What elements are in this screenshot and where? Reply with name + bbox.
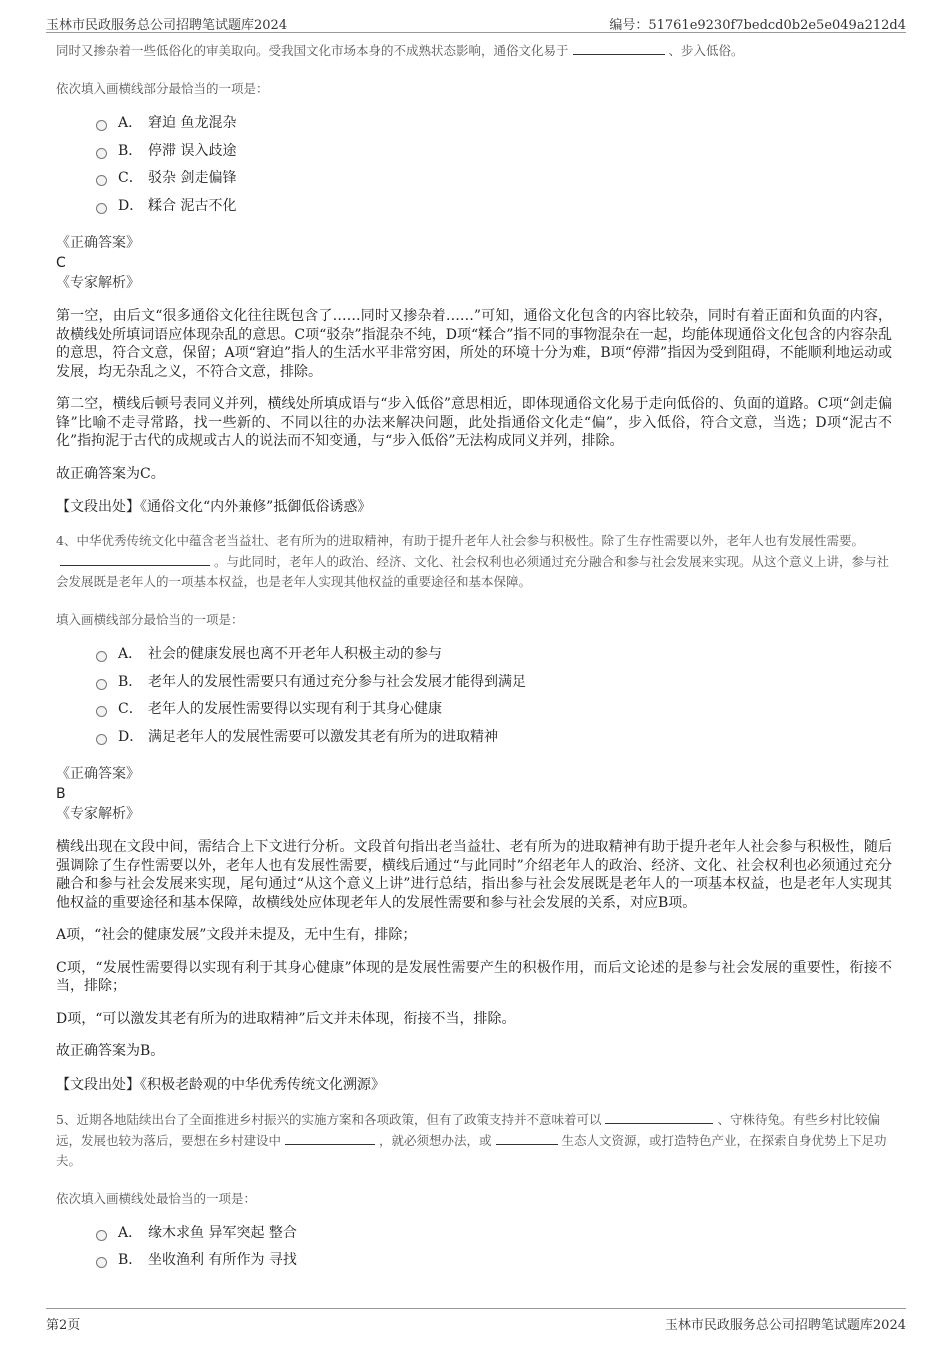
analysis-conclusion: 故正确答案为B。 (56, 1043, 165, 1059)
answer-value: C (56, 255, 66, 271)
option-list (56, 113, 892, 223)
page-content (56, 40, 892, 1288)
question-text: 4、中华优秀传统文化中蕴含老当益壮、老有所为的进取精神，有助于提升老年人社会参与积极性。除了生存性需要以外，老年人也有发展性需要。。与此同时，老年人的政治、经济、文化、社会权利也必须通过充分融合和参与社会发展来实现。从这个意义上讲，参与社会发展既是老年人的一项基本权益，也是老年人实现其他权益的重要途径和基本保障。 (56, 533, 890, 589)
fill-blank (496, 1130, 558, 1145)
option-list (56, 1223, 892, 1278)
analysis-label: 《专家解析》 (56, 275, 140, 291)
header-serial: 编号：51761e9230f7bedcd0b2e5e049a212d4 (609, 18, 906, 33)
radio-icon[interactable] (96, 148, 107, 159)
option-d[interactable]: D． 满足老年人的发展性需要可以激发其老有所为的进取精神 (56, 727, 892, 755)
page-number: 第2页 (46, 1318, 81, 1333)
answer-value: B (56, 786, 66, 802)
question-prompt: 依次填入画横线处最恰当的一项是： (56, 1190, 257, 1206)
analysis-label: 《专家解析》 (56, 806, 140, 822)
option-a[interactable]: A． 社会的健康发展也离不开老年人积极主动的参与 (56, 644, 892, 672)
radio-icon[interactable] (96, 120, 107, 131)
question-prompt: 依次填入画横线部分最恰当的一项是： (56, 81, 269, 96)
analysis-paragraph: 第二空，横线后顿号表同义并列，横线处所填成语与“步入低俗”意思相近，即体现通俗文化易于走向低俗的、负面的道路。C项“剑走偏锋”比喻不走寻常路，找一些新的、不同以往的办法来解决问题，此处指通俗文化走“偏”，步入低俗，符合文意，当选；D项“泥古不化”指拘泥于古代的成规或古人的说法而不知变通，与“步入低俗”无法构成同义并列，排除。 (56, 396, 892, 449)
answer-label: 《正确答案》 (56, 766, 140, 782)
option-c[interactable]: C． 老年人的发展性需要得以实现有利于其身心健康 (56, 699, 892, 727)
question-prompt: 填入画横线部分最恰当的一项是： (56, 612, 244, 627)
fill-blank (573, 40, 665, 55)
radio-icon[interactable] (96, 734, 107, 745)
option-b[interactable]: B． 老年人的发展性需要只有通过充分参与社会发展才能得到满足 (56, 672, 892, 700)
analysis-paragraph: 第一空，由后文“很多通俗文化往往既包含了……同时又掺杂着……”可知，通俗文化包含的内容比较杂，同时有着正面和负面的内容，故横线处所填词语应体现杂乱的意思。C项“驳杂”指混杂不纯，D项“糅合”指不同的事物混杂在一起，均能体现通俗文化包含的内容杂乱的意思，符合文意，保留；A项“窘迫”指人的生活水平非常穷困，所处的环境十分为难，B项“停滞”指因为受到阻碍，不能顺利地运动或发展，均无杂乱之义，不符合文意，排除。 (56, 308, 892, 380)
footer-title: 玉林市民政服务总公司招聘笔试题库2024 (664, 1318, 906, 1333)
question-text: 同时又掺杂着一些低俗化的审美取向。受我国文化市场本身的不成熟状态影响，通俗文化易于 、步入低俗。 (56, 40, 892, 61)
option-b[interactable]: B． 停滞 误入歧途 (56, 141, 892, 169)
question-5 (56, 1109, 892, 1278)
radio-icon[interactable] (96, 1230, 107, 1241)
fill-blank (605, 1109, 713, 1124)
radio-icon[interactable] (96, 203, 107, 214)
fill-blank (285, 1130, 375, 1145)
question-3 (56, 40, 892, 517)
radio-icon[interactable] (96, 651, 107, 662)
option-list (56, 644, 892, 754)
option-a[interactable]: A． 窘迫 鱼龙混杂 (56, 113, 892, 141)
option-c[interactable]: C． 驳杂 剑走偏锋 (56, 168, 892, 196)
analysis-paragraph: A项，“社会的健康发展”文段并未提及，无中生有，排除； (56, 927, 417, 943)
analysis-paragraph: C项，“发展性需要得以实现有利于其身心健康”体现的是发展性需要产生的积极作用，而后文论述的是参与社会发展的重要性，衔接不当，排除； (56, 959, 892, 994)
option-b[interactable]: B． 坐收渔利 有所作为 寻找 (56, 1250, 892, 1278)
source-citation: 【文段出处】《通俗文化“内外兼修”抵御低俗诱惑》 (56, 499, 372, 515)
page-header (46, 10, 906, 33)
radio-icon[interactable] (96, 706, 107, 717)
page-footer (46, 1308, 906, 1331)
radio-icon[interactable] (96, 1257, 107, 1268)
analysis-conclusion: 故正确答案为C。 (56, 465, 165, 482)
analysis-paragraph: 横线出现在文段中间，需结合上下文进行分析。文段首句指出老当益壮、老有所为的进取精神有助于提升老年人社会参与积极性，随后强调除了生存性需要以外，老年人也有发展性需要，横线后通过“与此同时”介绍老年人的政治、经济、文化、社会权利也必须通过充分融合和参与社会发展来实现，尾句通过“从这个意义上讲”进行总结，指出参与社会发展既是老年人的一项基本权益，也是老年人实现其他权益的重要途径和基本保障，故横线处应体现老年人的发展性需要和参与社会发展的关系，对应B项。 (56, 839, 892, 911)
source-citation: 【文段出处】《积极老龄观的中华优秀传统文化溯源》 (56, 1076, 385, 1093)
question-4 (56, 531, 892, 1095)
option-d[interactable]: D． 糅合 泥古不化 (56, 196, 892, 224)
radio-icon[interactable] (96, 679, 107, 690)
analysis-paragraph: D项，“可以激发其老有所为的进取精神”后文并未体现，衔接不当，排除。 (56, 1010, 516, 1027)
header-title: 玉林市民政服务总公司招聘笔试题库2024 (46, 18, 288, 33)
option-a[interactable]: A． 缘木求鱼 异军突起 整合 (56, 1223, 892, 1251)
fill-blank (60, 551, 210, 566)
answer-label: 《正确答案》 (56, 235, 140, 251)
radio-icon[interactable] (96, 175, 107, 186)
question-text: 5、近期各地陆续出台了全面推进乡村振兴的实施方案和各项政策，但有了政策支持并不意味着可以 、守株待兔。有些乡村比较偏远，发展也较为落后，要想在乡村建设中 ，就必须想办法，或 生态人文资源，或打造特色产业，在探索自身优势上下足功夫。 (56, 1109, 892, 1171)
